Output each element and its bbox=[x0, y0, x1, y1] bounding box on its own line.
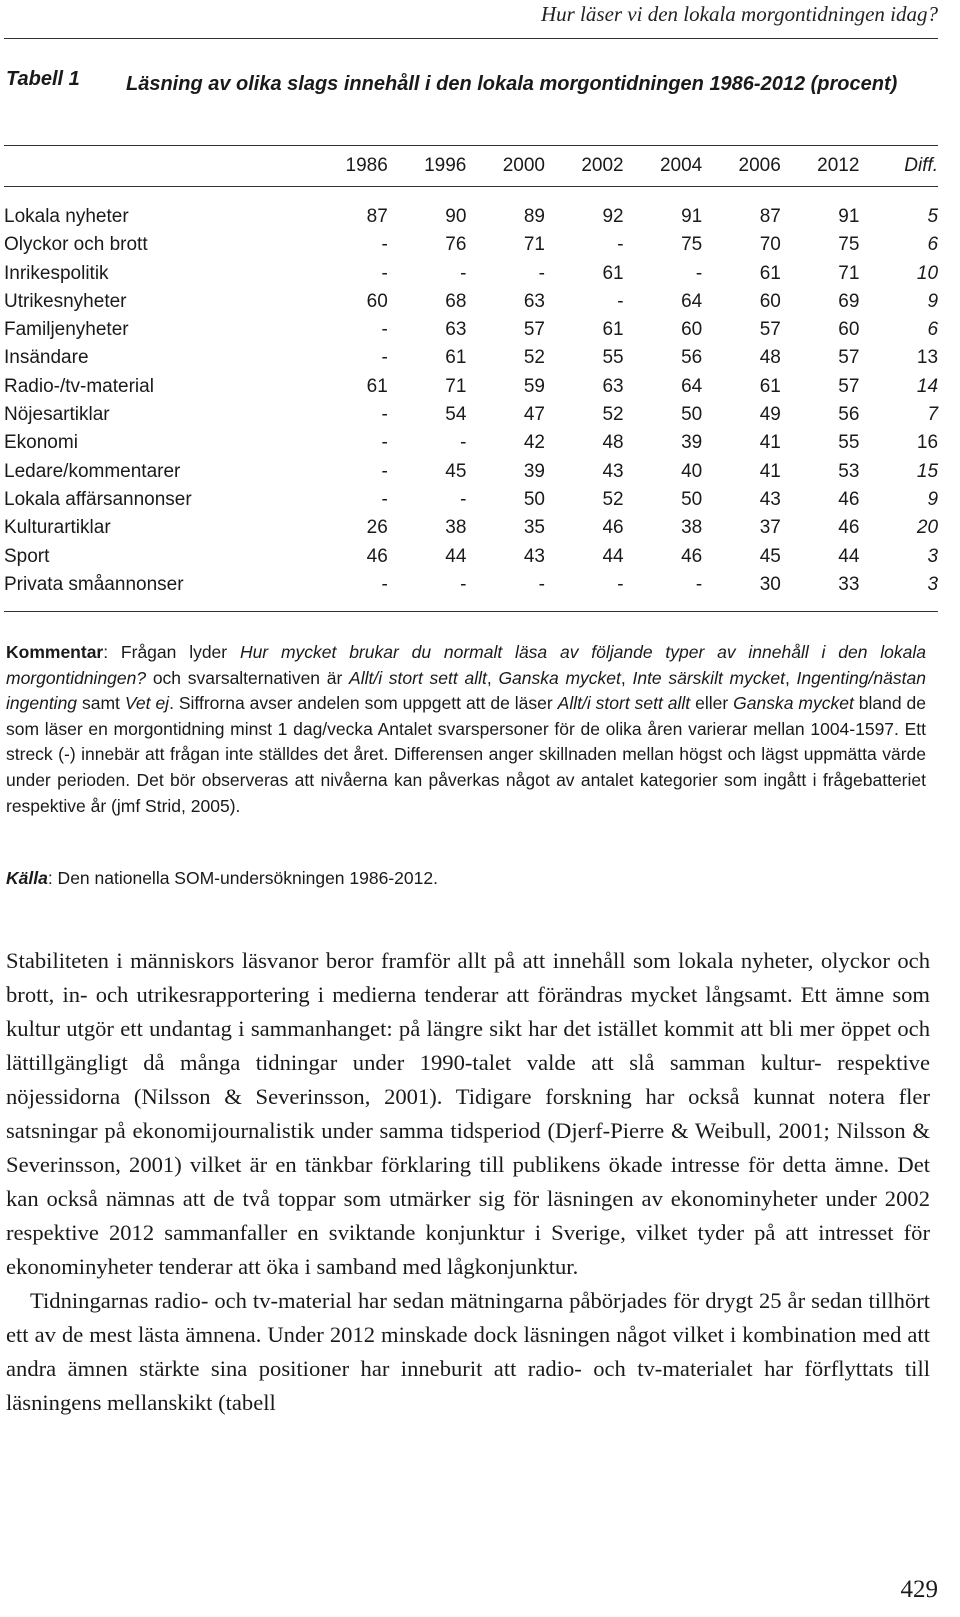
table-cell: 54 bbox=[445, 404, 467, 426]
table-cell: 50 bbox=[681, 488, 703, 510]
comment-option: Allt/i stort sett allt bbox=[557, 693, 691, 714]
table-cell: 89 bbox=[523, 206, 545, 227]
table-cell: 57 bbox=[523, 319, 545, 341]
table-cell: 76 bbox=[445, 234, 467, 256]
table-cell: 61 bbox=[759, 375, 781, 397]
diff-cell: 5 bbox=[927, 206, 939, 227]
table-cell: 87 bbox=[759, 206, 781, 227]
diff-cell: 14 bbox=[916, 375, 939, 397]
data-table bbox=[4, 203, 938, 599]
table-cell: 70 bbox=[759, 234, 781, 256]
table-top-rule bbox=[4, 145, 938, 146]
table-cell: 44 bbox=[445, 545, 467, 567]
page-number: 429 bbox=[900, 1576, 938, 1603]
table-row bbox=[4, 543, 938, 571]
comment-option: Ganska mycket bbox=[733, 693, 854, 714]
table-cell: 71 bbox=[838, 262, 860, 284]
table-cell: - bbox=[381, 488, 388, 510]
table-cell: 39 bbox=[681, 432, 703, 454]
table-cell: 46 bbox=[681, 545, 703, 567]
table-cell: 41 bbox=[759, 432, 781, 454]
row-label: Familjenyheter bbox=[4, 319, 129, 341]
row-label: Utrikesnyheter bbox=[4, 290, 127, 312]
table-cell: 46 bbox=[838, 517, 860, 539]
table-cell: 35 bbox=[523, 517, 545, 539]
table-cell: - bbox=[617, 290, 624, 312]
diff-cell: 3 bbox=[927, 573, 939, 595]
table-cell: 40 bbox=[681, 460, 703, 482]
table-title: Läsning av olika slags innehåll i den lokala morgontidningen 1986-2012 (procent) bbox=[126, 73, 898, 95]
column-header: 2012 bbox=[817, 155, 860, 176]
table-row bbox=[4, 260, 938, 288]
table-cell: 60 bbox=[759, 290, 781, 312]
table-cell: 43 bbox=[523, 545, 545, 567]
table-cell: 57 bbox=[838, 347, 860, 369]
table-cell: - bbox=[381, 347, 388, 369]
table-cell: - bbox=[381, 404, 388, 426]
row-label: Olyckor och brott bbox=[4, 234, 148, 256]
running-head: Hur läser vi den lokala morgontidningen idag? bbox=[540, 2, 938, 26]
table-cell: 90 bbox=[445, 206, 467, 227]
table-cell: - bbox=[381, 234, 388, 256]
row-label: Ekonomi bbox=[4, 432, 78, 454]
column-header: 2006 bbox=[738, 155, 781, 176]
table-cell: - bbox=[381, 262, 388, 284]
table-cell: 49 bbox=[759, 404, 781, 426]
body-text bbox=[6, 944, 930, 1420]
column-header: 1996 bbox=[424, 155, 467, 176]
table-cell: 30 bbox=[759, 573, 781, 595]
diff-cell: 9 bbox=[927, 488, 939, 510]
comment-question: Hur mycket brukar du normalt läsa av följande typer av innehåll i den lokala morgontidningen? bbox=[6, 642, 926, 688]
comment-text: , bbox=[784, 667, 797, 688]
table-row bbox=[4, 429, 938, 457]
table-cell: 39 bbox=[523, 460, 545, 482]
table-cell: - bbox=[695, 573, 703, 595]
table-cell: 71 bbox=[523, 234, 545, 256]
table-cell: 59 bbox=[523, 375, 545, 397]
table-row bbox=[4, 316, 938, 344]
table-row bbox=[4, 514, 938, 542]
table-cell: 91 bbox=[681, 206, 703, 227]
comment-option: Ingenting/nästan ingenting bbox=[6, 667, 926, 714]
row-label: Kulturartiklar bbox=[4, 517, 111, 539]
row-label: Sport bbox=[4, 545, 50, 567]
table-cell: 64 bbox=[681, 375, 703, 397]
row-label: Radio-/tv-material bbox=[4, 375, 154, 397]
comment-text: bland de som läser en morgontidning minst 1 dag/vecka Antalet svarspersoner för de olika åren varierar mellan 1004-1597. Ett streck (-) innebär att frågan inte ställdes det året. Differensen anger skillnaden mellan högst och lägst uppmätta värde under perioden. Det bör observeras att nivåerna kan påverkas något av antalet kategorier som ingått i frågebatteriet respektive år (jmf Strid, 2005). bbox=[6, 693, 926, 816]
table-row bbox=[4, 458, 938, 486]
table-cell: 26 bbox=[366, 517, 388, 539]
table-cell: 56 bbox=[838, 404, 860, 426]
row-label: Ledare/kommentarer bbox=[4, 460, 181, 482]
table-cell: - bbox=[381, 432, 388, 454]
table-cell: - bbox=[460, 488, 467, 510]
row-label-header bbox=[4, 151, 309, 181]
table-cell: 53 bbox=[838, 460, 860, 482]
body-paragraph-1: Stabiliteten i människors läsvanor beror framför allt på att innehåll som lokala nyheter, olyckor och brott, in- och utrikesrapportering i medierna tenderar att förändras mycket långsamt. Ett ämne som kultur utgör ett undantag i sammanhanget: på längre sikt har det istället kommit att bli mer öppet och lättillgängligt då många tidningar under 1990-talet valde att slå samman kultur- respektive nöjessidorna (Nilsson & Severinsson, 2001). Tidigare forskning har också kunnat notera fler satsningar på ekonomijournalistik under samma tidsperiod (Djerf-Pierre & Weibull, 2001; Nilsson & Severinsson, 2001) vilket är en tänkbar förklaring till publikens ökade intresse för detta ämne. Det kan också nämnas att de två toppar som utmärker sig för läsningen av ekonominyheter under 2002 respektive 2012 sammanfaller en sviktande konjunktur i Sverige, vilket tyder på att intresset för ekonominyheter tenderar att öka i samband med lågkonjunktur. bbox=[6, 948, 930, 1279]
table-cell: 46 bbox=[366, 545, 388, 567]
table-cell: - bbox=[538, 573, 545, 595]
diff-cell: 10 bbox=[916, 262, 939, 284]
table-cell: 43 bbox=[759, 488, 781, 510]
diff-cell: 9 bbox=[927, 290, 939, 312]
table-cell: 64 bbox=[681, 290, 703, 312]
table-cell: 52 bbox=[602, 404, 624, 426]
table-label: Tabell 1 bbox=[6, 68, 80, 90]
row-label: Lokala nyheter bbox=[4, 206, 129, 227]
table-cell: 61 bbox=[759, 262, 781, 284]
body-paragraph-2: Tidningarnas radio- och tv-material har sedan mätningarna påbörjades för drygt 25 år sedan tillhört ett av de mest lästa ämnena. Under 2012 minskade dock läsningen något vilket i kombination med att andra ämnen stärkte sina positioner har inneburit att radio- och tv-materialet har förflyttats till läsningens mellanskikt (tabell bbox=[6, 1288, 930, 1415]
table-cell: - bbox=[460, 573, 467, 595]
table-cell: - bbox=[538, 262, 545, 284]
table-cell: 45 bbox=[445, 460, 467, 482]
table-cell: - bbox=[617, 234, 624, 256]
table-row bbox=[4, 231, 938, 259]
table-cell: 56 bbox=[681, 347, 703, 369]
table-cell: - bbox=[617, 573, 624, 595]
header-rule bbox=[4, 38, 938, 39]
diff-cell: 6 bbox=[927, 319, 939, 341]
table-cell: 50 bbox=[681, 404, 703, 426]
table-cell: 44 bbox=[838, 545, 860, 567]
column-header: 1986 bbox=[345, 155, 388, 176]
diff-cell: 20 bbox=[916, 517, 939, 539]
comment-option: Inte särskilt mycket bbox=[632, 667, 785, 688]
table-cell: - bbox=[695, 262, 703, 284]
table-cell: - bbox=[460, 262, 467, 284]
table-header-rule bbox=[4, 186, 938, 187]
row-label: Insändare bbox=[4, 347, 89, 369]
diff-cell: 3 bbox=[927, 545, 939, 567]
table-cell: 60 bbox=[681, 319, 703, 341]
diff-cell: 15 bbox=[916, 460, 939, 482]
comment-text: : Frågan lyder bbox=[103, 642, 240, 662]
table-cell: 46 bbox=[602, 517, 624, 539]
table-cell: 75 bbox=[681, 234, 703, 256]
comment-label: Kommentar bbox=[6, 642, 104, 662]
comment-text: , bbox=[486, 667, 499, 688]
table-comment bbox=[6, 640, 926, 819]
table-cell: 33 bbox=[838, 573, 860, 595]
source-text: : Den nationella SOM-undersökningen 1986-2012. bbox=[47, 868, 438, 888]
table-cell: 87 bbox=[366, 206, 388, 227]
table-cell: 91 bbox=[838, 206, 860, 227]
table-cell: 63 bbox=[445, 319, 467, 341]
table-source bbox=[6, 868, 438, 889]
table-cell: 50 bbox=[523, 488, 545, 510]
table-bottom-rule bbox=[4, 611, 938, 612]
table-cell: 60 bbox=[838, 319, 860, 341]
table-cell: 63 bbox=[602, 375, 624, 397]
table-cell: 46 bbox=[838, 488, 860, 510]
column-header: 2000 bbox=[502, 155, 545, 176]
table-cell: 57 bbox=[838, 375, 860, 397]
table-cell: - bbox=[381, 460, 388, 482]
row-label: Inrikespolitik bbox=[4, 262, 109, 284]
table-cell: - bbox=[381, 319, 388, 341]
comment-text: eller bbox=[690, 693, 734, 714]
table-row bbox=[4, 344, 938, 372]
table-cell: - bbox=[460, 432, 467, 454]
comment-text: , bbox=[620, 667, 633, 688]
table-cell: 92 bbox=[602, 206, 624, 227]
table-cell: 61 bbox=[602, 262, 624, 284]
table-cell: 38 bbox=[445, 517, 467, 539]
table-cell: 55 bbox=[838, 432, 860, 454]
table-row bbox=[4, 203, 938, 231]
table-cell: 45 bbox=[759, 545, 781, 567]
row-label: Nöjesartiklar bbox=[4, 404, 110, 426]
row-label: Privata småannonser bbox=[4, 573, 184, 595]
table-row bbox=[4, 571, 938, 599]
diff-cell: 6 bbox=[927, 234, 939, 256]
diff-cell: 16 bbox=[916, 432, 939, 454]
table-cell: 69 bbox=[838, 290, 860, 312]
table-row bbox=[4, 486, 938, 514]
column-header-diff: Diff. bbox=[904, 155, 939, 176]
table-cell: 52 bbox=[523, 347, 545, 369]
comment-option: Allt/i stort sett allt bbox=[349, 667, 487, 688]
table-cell: 38 bbox=[681, 517, 703, 539]
table-cell: - bbox=[381, 573, 388, 595]
table-cell: 48 bbox=[602, 432, 624, 454]
comment-option: Ganska mycket bbox=[498, 667, 621, 688]
table-cell: 75 bbox=[838, 234, 860, 256]
column-header: 2002 bbox=[581, 155, 624, 176]
comment-option: Vet ej bbox=[124, 693, 170, 714]
table-row bbox=[4, 401, 938, 429]
table-cell: 52 bbox=[602, 488, 624, 510]
row-label: Lokala affärsannonser bbox=[4, 488, 192, 510]
table-cell: 42 bbox=[523, 432, 545, 454]
table-cell: 37 bbox=[759, 517, 781, 539]
table-row bbox=[4, 373, 938, 401]
table-cell: 41 bbox=[759, 460, 781, 482]
table-column-headers bbox=[4, 151, 938, 181]
comment-text: samt bbox=[77, 693, 125, 714]
table-cell: 63 bbox=[523, 290, 545, 312]
diff-cell: 13 bbox=[916, 347, 939, 369]
table-cell: 57 bbox=[759, 319, 781, 341]
column-header: 2004 bbox=[659, 155, 703, 176]
source-label: Källa bbox=[6, 868, 48, 888]
table-cell: 61 bbox=[366, 375, 388, 397]
table-cell: 60 bbox=[366, 290, 388, 312]
table-cell: 44 bbox=[602, 545, 624, 567]
table-cell: 61 bbox=[602, 319, 624, 341]
table-cell: 55 bbox=[602, 347, 624, 369]
table-cell: 71 bbox=[445, 375, 467, 397]
comment-text: . Siffrorna avser andelen som uppgett att de läser bbox=[169, 693, 558, 714]
table-row bbox=[4, 288, 938, 316]
table-cell: 47 bbox=[523, 404, 545, 426]
comment-text: och svarsalternativen är bbox=[146, 667, 350, 688]
table-cell: 61 bbox=[445, 347, 467, 369]
table-cell: 43 bbox=[602, 460, 624, 482]
table-cell: 48 bbox=[759, 347, 781, 369]
table-cell: 68 bbox=[445, 290, 467, 312]
diff-cell: 7 bbox=[927, 404, 939, 426]
